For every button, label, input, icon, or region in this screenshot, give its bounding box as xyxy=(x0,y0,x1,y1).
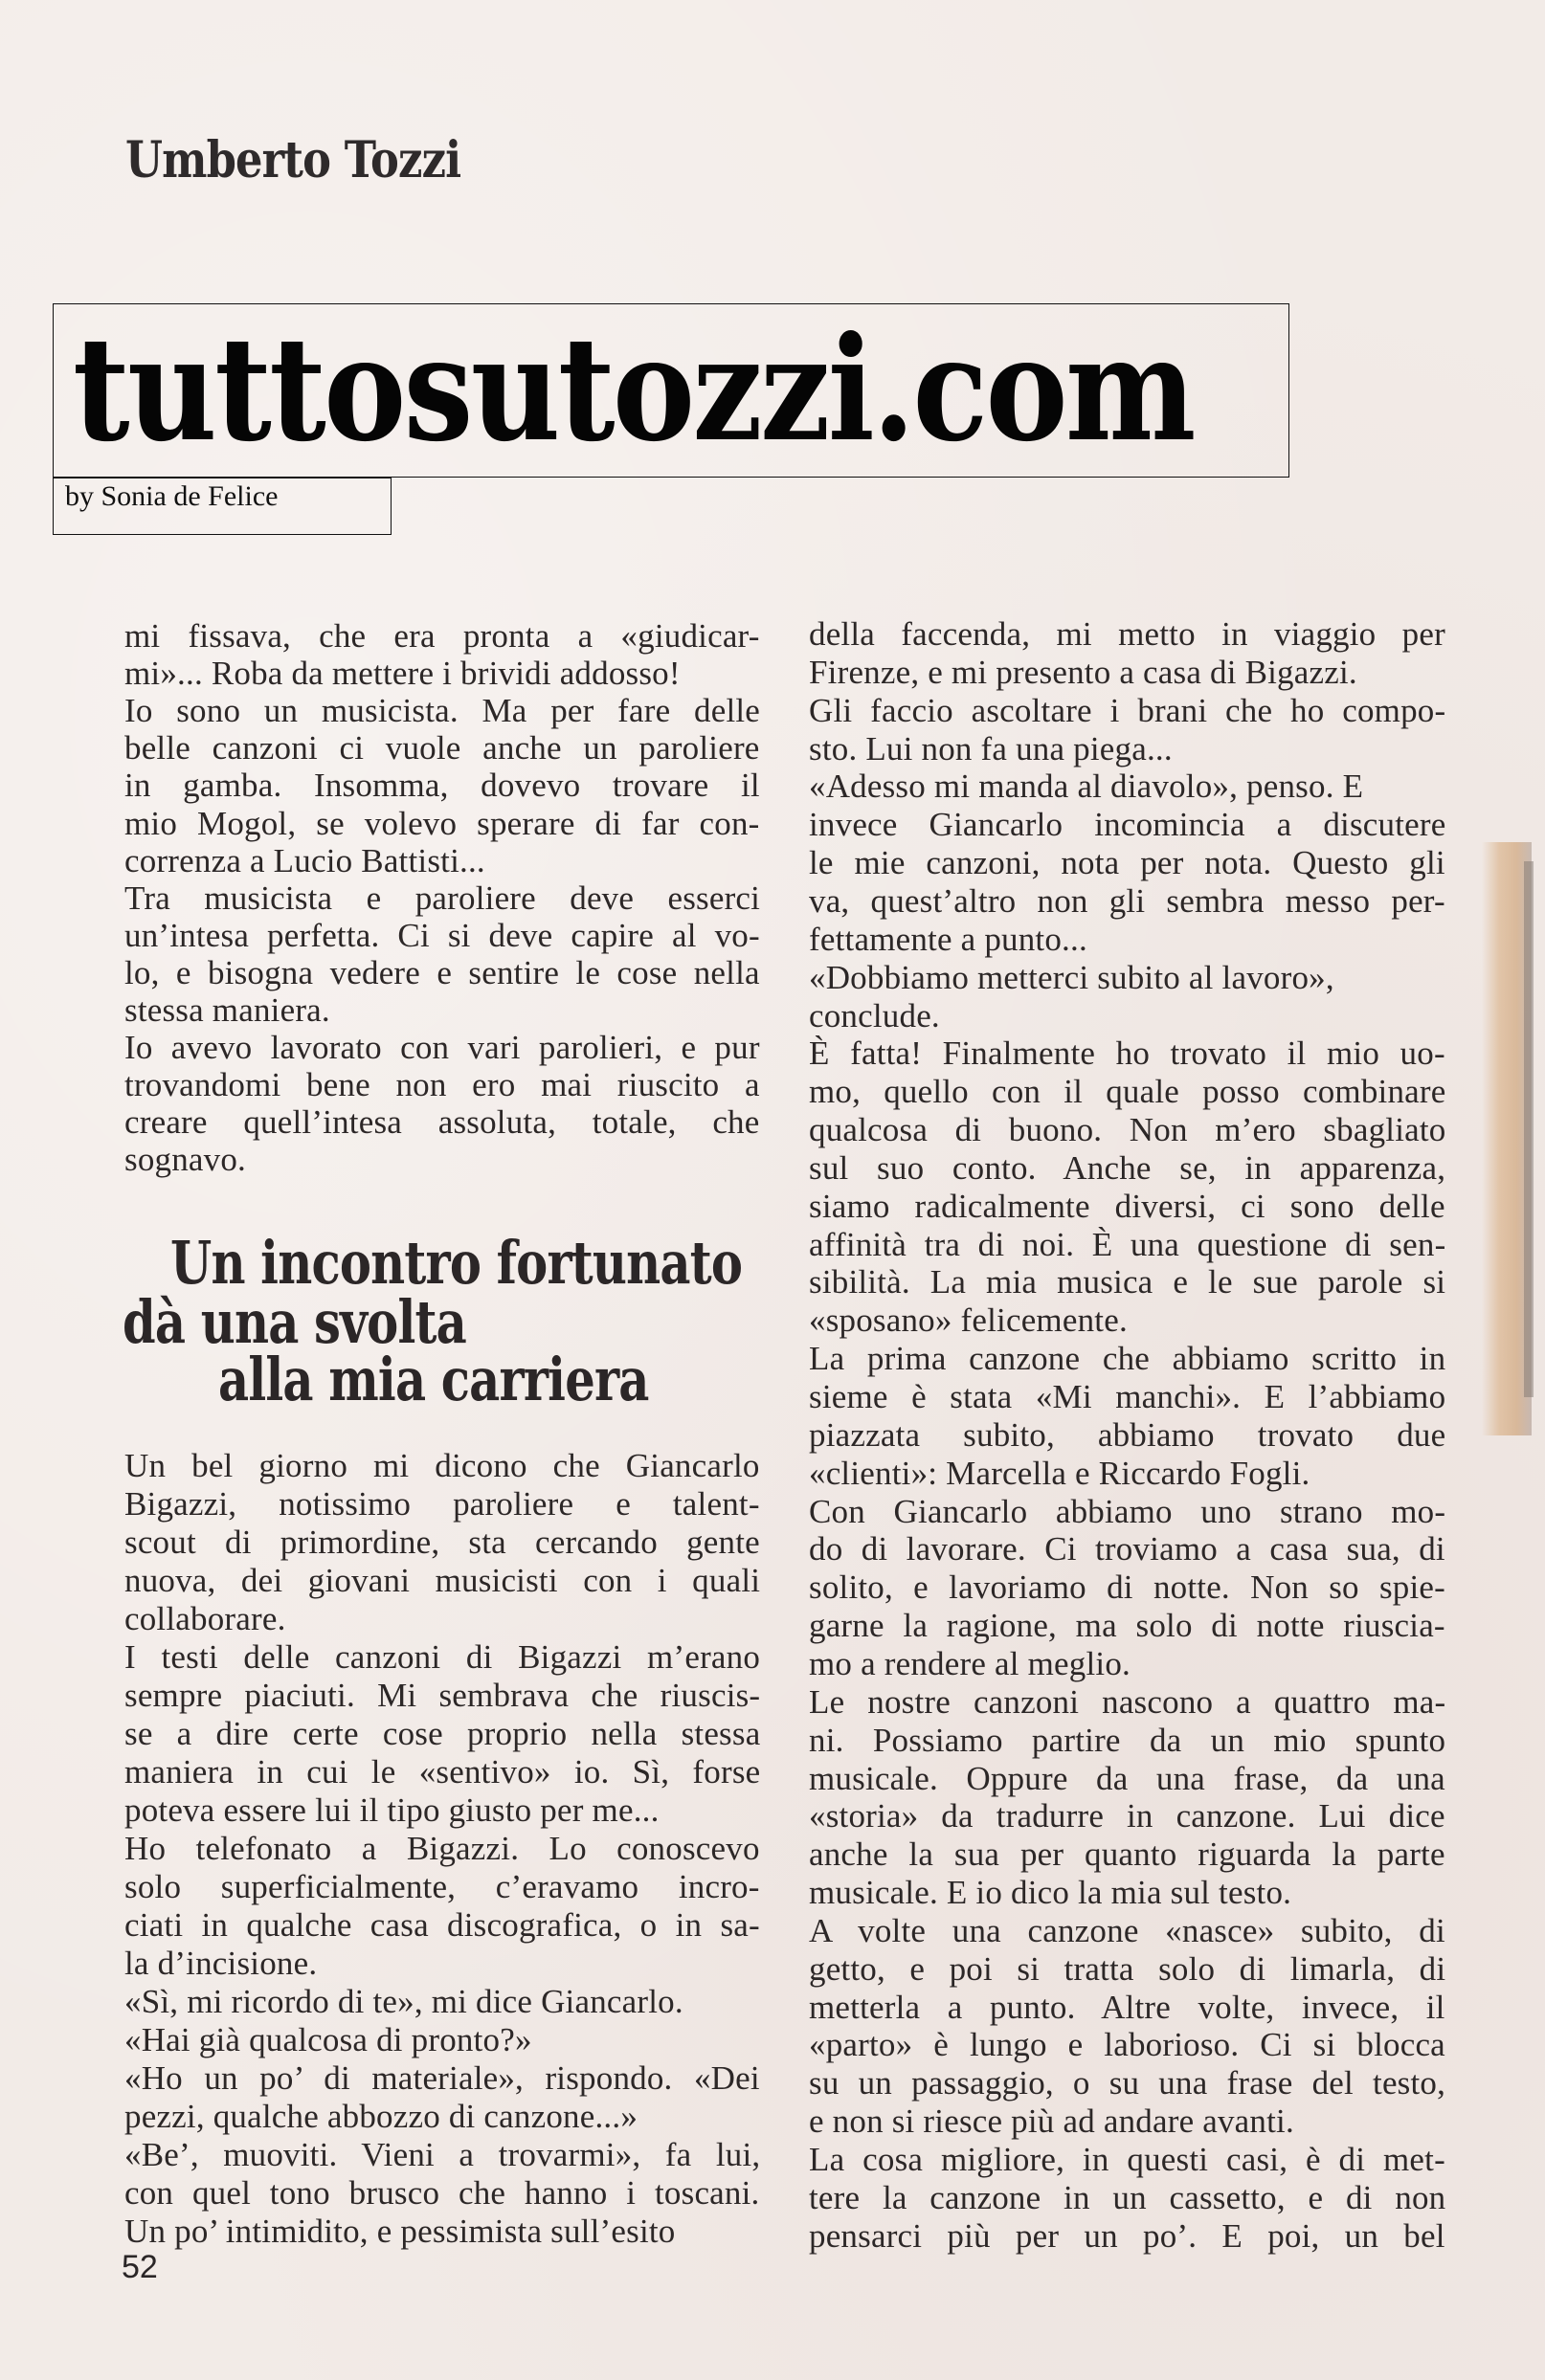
text-line: su un passaggio, o su una frase del testo, xyxy=(809,2064,1446,2102)
text-line: collaborare. xyxy=(124,1600,286,1637)
text-line: mio Mogol, se volevo sperare di far con- xyxy=(124,804,760,842)
text-line: «sposano» felicemente. xyxy=(809,1301,1128,1340)
text-line: «Adesso mi manda al diavolo», penso. E xyxy=(809,767,1364,806)
text-line: la d’incisione. xyxy=(124,1945,318,1982)
text-line: sul suo conto. Anche se, in apparenza, xyxy=(809,1148,1446,1187)
text-line: in gamba. Insomma, dovevo trovare il xyxy=(124,767,760,805)
text-line: Io avevo lavorato con vari parolieri, e pur xyxy=(124,1029,760,1067)
text-line: do di lavorare. Ci troviamo a casa sua, di xyxy=(809,1530,1445,1568)
text-line: mo, quello con il quale posso combinare xyxy=(809,1073,1446,1111)
text-line: ni. Possiamo partire da un mio spunto xyxy=(809,1721,1446,1759)
text-line: pensarci più per un po’. E poi, un bel xyxy=(809,2216,1445,2255)
text-line: La cosa migliore, in questi casi, è di met- xyxy=(809,2141,1445,2178)
text-line: fettamente a punto... xyxy=(809,920,1087,958)
text-line: le mie canzoni, nota per nota. Questo gli xyxy=(809,844,1445,882)
paper-edge-tear xyxy=(1524,861,1534,1397)
text-line: Le nostre canzoni nascono a quattro ma- xyxy=(809,1682,1446,1721)
text-line: sibilità. La mia musica e le sue parole si xyxy=(809,1263,1446,1301)
text-line: sieme è stata «Mi manchi». E l’abbiamo xyxy=(809,1378,1446,1415)
text-line: A volte una canzone «nasce» subito, di xyxy=(809,1911,1445,1949)
text-line: metterla a punto. Altre volte, invece, il xyxy=(809,1988,1445,2026)
text-line: trovandomi bene non ero mai riuscito a xyxy=(124,1066,760,1104)
text-line: Bigazzi, notissimo paroliere e talent- xyxy=(124,1485,760,1523)
text-line: Ho telefonato a Bigazzi. Lo conoscevo xyxy=(124,1830,760,1867)
text-line: I testi delle canzoni di Bigazzi m’erano xyxy=(124,1638,761,1676)
text-line: getto, e poi si tratta solo di limarla, di xyxy=(809,1949,1446,1988)
text-line: Un po’ intimidito, e pessimista sull’esito xyxy=(124,2213,676,2250)
text-line: anche la sua per quanto riguarda la parte xyxy=(809,1835,1445,1874)
text-line: tere la canzone in un cassetto, e di non xyxy=(809,2178,1446,2216)
watermark-site: tuttosutozzi.com xyxy=(73,305,1194,474)
text-line: pezzi, qualche abbozzo di canzone...» xyxy=(124,2098,638,2135)
text-line: La prima canzone che abbiamo scritto in xyxy=(809,1340,1446,1378)
text-line: È fatta! Finalmente ho trovato il mio uo- xyxy=(809,1034,1445,1073)
text-line: Firenze, e mi presento a casa di Bigazzi. xyxy=(809,653,1357,691)
text-line: garne la ragione, ma solo di notte riuscia- xyxy=(809,1607,1445,1645)
text-line: «Be’, muoviti. Vieni a trovarmi», fa lui, xyxy=(124,2136,761,2173)
text-line: della faccenda, mi metto in viaggio per xyxy=(809,615,1445,653)
text-line: solo superficialmente, c’eravamo incro- xyxy=(124,1868,760,1905)
text-line: belle canzoni ci vuole anche un paroliere xyxy=(124,729,760,767)
text-line: «Hai già qualcosa di pronto?» xyxy=(124,2021,532,2058)
text-line: lo, e bisogna vedere e sentire le cose nella xyxy=(124,953,760,991)
text-line: mi»... Roba da mettere i brividi addosso! xyxy=(124,655,681,693)
text-line: poteva essere lui il tipo giusto per me... xyxy=(124,1791,660,1829)
text-line: «parto» è lungo e laborioso. Ci si blocca xyxy=(809,2026,1445,2064)
headline-line: alla mia carriera xyxy=(218,1345,649,1414)
text-line: e non si riesce più ad andare avanti. xyxy=(809,2102,1294,2141)
text-line: solito, e lavoriamo di notte. Non so spie- xyxy=(809,1568,1446,1607)
text-line: va, quest’altro non gli sembra messo per- xyxy=(809,881,1445,920)
text-line: Gli faccio ascoltare i brani che ho compo- xyxy=(809,691,1446,729)
text-line: musicale. Oppure da una frase, da una xyxy=(809,1759,1445,1797)
headline-line: dà una svolta xyxy=(123,1287,466,1357)
text-line: Io sono un musicista. Ma per fare delle xyxy=(124,692,761,730)
text-line: «storia» da tradurre in canzone. Lui dice xyxy=(809,1797,1445,1835)
text-line: un’intesa perfetta. Ci si deve capire al vo- xyxy=(124,916,760,954)
text-line: correnza a Lucio Battisti... xyxy=(124,841,485,879)
text-line: «Ho un po’ di materiale», rispondo. «Dei xyxy=(124,2059,760,2097)
text-line: «clienti»: Marcella e Riccardo Fogli. xyxy=(809,1454,1310,1492)
text-line: conclude. xyxy=(809,996,940,1034)
text-line: musicale. E io dico la mia sul testo. xyxy=(809,1874,1292,1912)
text-line: Con Giancarlo abbiamo uno strano mo- xyxy=(809,1492,1446,1530)
text-line: «Sì, mi ricordo di te», mi dice Giancarlo. xyxy=(124,1983,683,2020)
page-number: 52 xyxy=(122,2249,158,2285)
text-line: con quel tono brusco che hanno i toscani. xyxy=(124,2174,760,2212)
text-line: siamo radicalmente diversi, ci sono delle xyxy=(809,1187,1445,1225)
text-line: invece Giancarlo incomincia a discutere xyxy=(809,806,1446,844)
text-line: Tra musicista e paroliere deve esserci xyxy=(124,879,761,917)
headline-line: Un incontro fortunato xyxy=(170,1228,743,1298)
text-line: mo a rendere al meglio. xyxy=(809,1644,1131,1682)
text-line: sempre piaciuti. Mi sembrava che riuscis- xyxy=(124,1677,761,1714)
text-line: creare quell’intesa assoluta, totale, che xyxy=(124,1103,760,1142)
text-line: «Dobbiamo metterci subito al lavoro», xyxy=(809,958,1334,996)
text-line: piazzata subito, abbiamo trovato due xyxy=(809,1415,1446,1454)
text-line: maniera in cui le «sentivo» io. Sì, forse xyxy=(124,1753,761,1791)
watermark-byline: by Sonia de Felice xyxy=(65,480,279,512)
text-line: affinità tra di noi. È una questione di sen- xyxy=(809,1225,1446,1263)
text-line: scout di primordine, sta cercando gente xyxy=(124,1524,760,1561)
text-line: qualcosa di buono. Non m’ero sbagliato xyxy=(809,1111,1446,1149)
text-line: sognavo. xyxy=(124,1141,247,1179)
text-line: se a dire certe cose proprio nella stessa xyxy=(124,1715,761,1752)
text-line: mi fissava, che era pronta a «giudicar- xyxy=(124,617,760,655)
text-line: Un bel giorno mi dicono che Giancarlo xyxy=(124,1447,760,1484)
text-line: sto. Lui non fa una piega... xyxy=(809,729,1173,767)
running-head: Umberto Tozzi xyxy=(125,131,461,189)
text-line: stessa maniera. xyxy=(124,991,330,1029)
text-line: ciati in qualche casa discografica, o in sa- xyxy=(124,1906,760,1944)
text-line: nuova, dei giovani musicisti con i quali xyxy=(124,1562,761,1599)
